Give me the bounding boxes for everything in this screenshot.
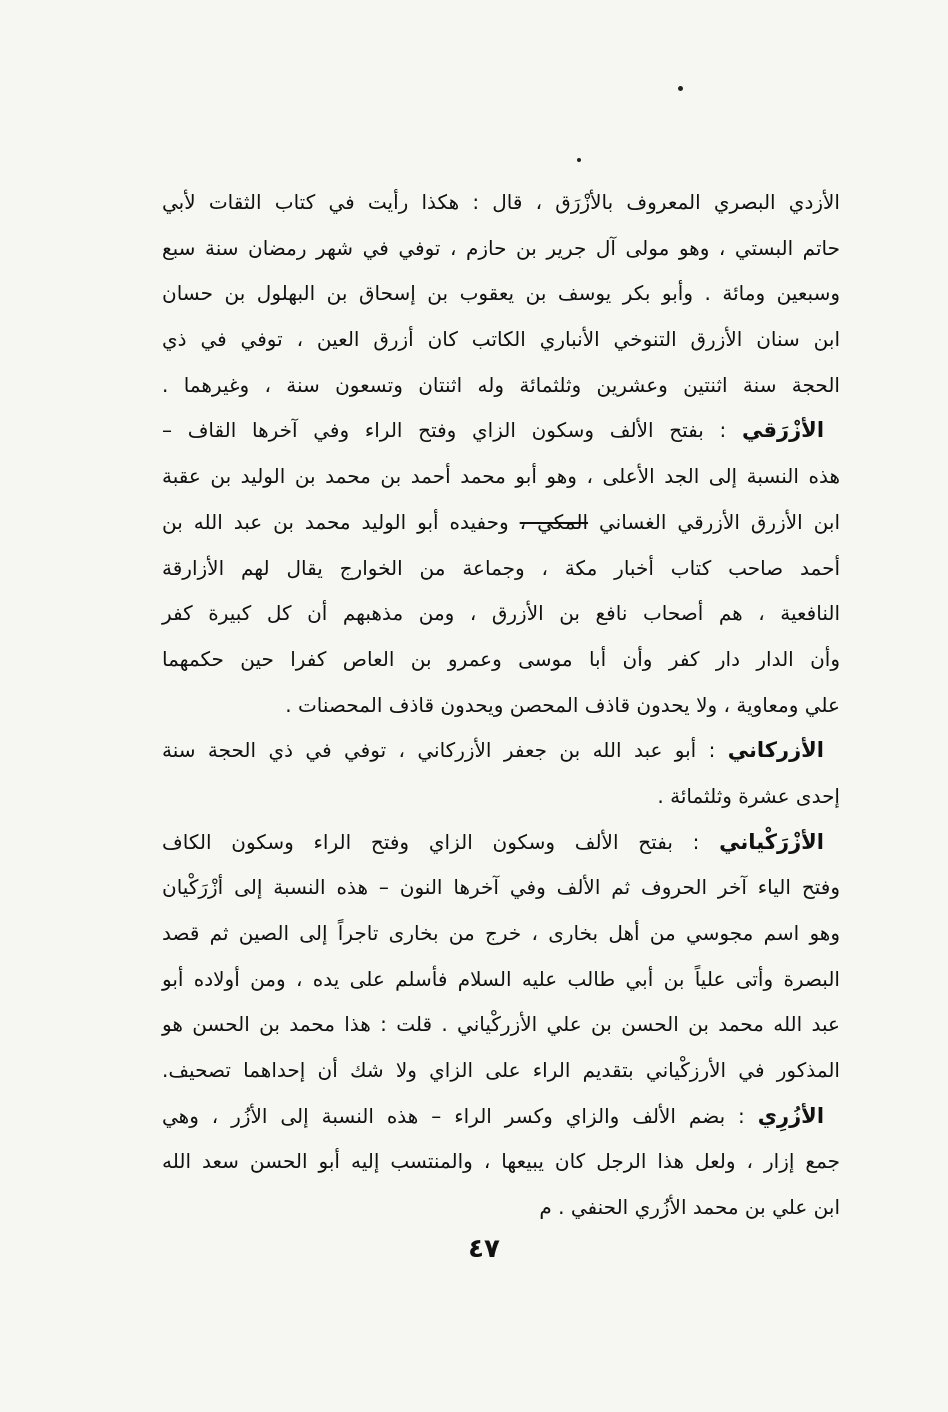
text-line: علي ومعاوية ، ولا يحدون قاذف المحصن ويحدون قاذف المحصنات . [285, 692, 840, 717]
text-line: الأزدي البصري المعروف بالأزْرَق ، قال : هكذا رأيت في كتاب الثقات لأبي [162, 190, 840, 214]
entry-headword: الأزركاني [727, 738, 824, 763]
entry-text: : أبو عبد الله بن جعفر الأزركاني ، توفي في ذي الحجة سنة [162, 738, 716, 763]
entry-line-azraqi [162, 408, 840, 454]
text-line: وسبعين ومائة . وأبو بكر يوسف بن يعقوب بن إسحاق بن البهلول بن حسان [162, 281, 840, 306]
text-line: ابن علي بن محمد الأزُري الحنفي . م [539, 1195, 840, 1220]
entry-text: : بفتح الألف وسكون الزاي وفتح الراء وسكون الكاف [162, 829, 700, 854]
entry-headword: الأزُرِي [757, 1103, 825, 1128]
text-line: وفتح الياء آخر الحروف ثم الألف وفي آخرها النون – هذه النسبة إلى أزْرَكْيان [162, 875, 840, 900]
text-line: النافعية ، هم أصحاب نافع بن الأزرق ، ومن مذهبهم أن كل كبيرة كفر [162, 601, 840, 626]
text-line: إحدى عشرة وثلثمائة . [657, 783, 840, 808]
text-line: وأن الدار دار كفر وأن أبا موسى وعمرو بن العاص كفرا حين حكمهما [162, 646, 840, 671]
text-line: وهو اسم مجوسي من أهل بخارى ، خرج من بخارى تاجراً إلى الصين ثم قصد [162, 921, 840, 945]
entry-headword: الأزْرَكْياني [719, 829, 824, 854]
text-segment: وحفيده أبو الوليد محمد بن عبد الله بن [162, 509, 509, 534]
body-text [162, 180, 840, 1231]
entry-headword: الأزْرَقي [742, 418, 825, 443]
text-segment: ابن الأزرق الأزرقي الغساني [598, 509, 840, 534]
text-line: ابن سنان الأزرق التنوخي الأنباري الكاتب كان أزرق العين ، توفي في ذي [162, 327, 840, 352]
text-line: الحجة سنة اثنتين وعشرين وثلثمائة وله اثنتان وتسعون سنة ، وغيرهما . [162, 372, 840, 397]
text-line: البصرة وأتى علياً بن أبي طالب عليه السلام فأسلم على يده ، ومن أولاده أبو [162, 966, 840, 991]
entry-line-azrakani [162, 728, 840, 774]
text-line: هذه النسبة إلى الجد الأعلى ، وهو أبو محمد أحمد بن محمد بن الوليد بن عقبة [162, 464, 840, 489]
text-line: أحمد صاحب كتاب أخبار مكة ، وجماعة من الخوارج يقال لهم الأزارقة [162, 555, 840, 580]
scan-speck [577, 158, 581, 162]
text-line: عبد الله محمد بن الحسن بن علي الأزركْياني . قلت : هذا محمد بن الحسن هو [162, 1012, 840, 1037]
page-number: ٤٧ [468, 1234, 500, 1264]
text-line: المذكور في الأرزكْياني بتقديم الراء على الزاي ولا شك أن إحداهما تصحيف. [162, 1058, 840, 1083]
entry-line-azuri [162, 1094, 840, 1140]
entry-text: : بفتح الألف وسكون الزاي وفتح الراء وفي آخرها القاف – [162, 418, 727, 443]
struck-text: المكي ، [519, 509, 589, 534]
entry-line-azrakiyani [162, 820, 840, 866]
text-line [162, 500, 840, 546]
text-line: حاتم البستي ، وهو مولى آل جرير بن حازم ، توفي في شهر رمضان سنة سبع [162, 235, 840, 260]
scan-speck [678, 86, 683, 91]
text-line: جمع إزار ، ولعل هذا الرجل كان يبيعها ، والمنتسب إليه أبو الحسن سعد الله [162, 1149, 840, 1174]
entry-text: : بضم الألف والزاي وكسر الراء – هذه النسبة إلى الأزُر ، وهي [162, 1103, 745, 1128]
